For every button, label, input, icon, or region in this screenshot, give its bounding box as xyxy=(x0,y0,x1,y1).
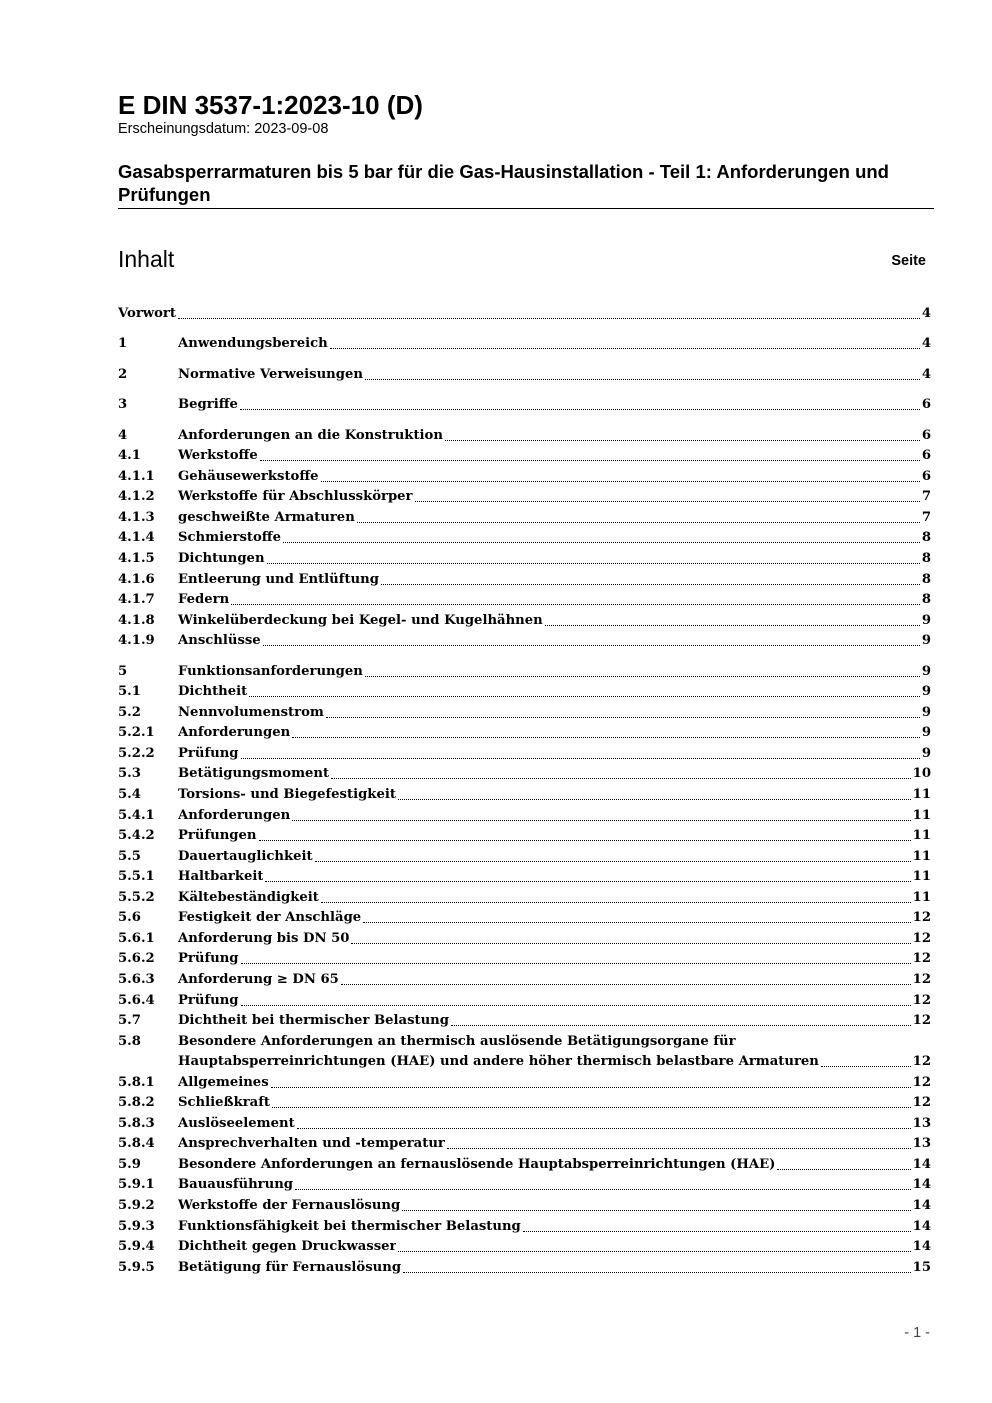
toc-entry-page: 12 xyxy=(912,971,931,987)
toc-entry-number: 4.1.3 xyxy=(118,509,155,525)
toc-entry-number: 4.1.1 xyxy=(118,468,155,484)
toc-entry-title: Dauertauglichkeit xyxy=(178,848,313,864)
toc-entry-page: 15 xyxy=(912,1259,931,1275)
toc-entry-page: 12 xyxy=(912,992,931,1008)
toc-entry[interactable] xyxy=(118,302,931,323)
toc-entry-page: 6 xyxy=(921,448,931,464)
toc-leader-dots xyxy=(241,758,920,759)
toc-entry-title: Anwendungsbereich xyxy=(178,336,328,352)
toc-entry-title: Dichtheit gegen Druckwasser xyxy=(178,1239,397,1255)
toc-entry[interactable] xyxy=(118,1256,931,1277)
toc-leader-dots xyxy=(265,881,910,882)
toc-leader-dots xyxy=(178,318,920,319)
toc-entry-page: 9 xyxy=(921,663,931,679)
toc-entry-number: 5.9.5 xyxy=(118,1259,155,1275)
toc-entry-title: Dichtheit xyxy=(178,684,248,700)
toc-entry-page: 14 xyxy=(912,1197,931,1213)
toc-entry-number: 5.1 xyxy=(118,684,141,700)
toc-entry-page: 11 xyxy=(912,828,931,844)
toc-entry[interactable] xyxy=(118,701,931,722)
toc-entry-page: 4 xyxy=(921,366,931,382)
toc-entry[interactable] xyxy=(118,825,931,846)
toc-entry-number: 5.2 xyxy=(118,704,141,720)
toc-entry-number: 5.9.4 xyxy=(118,1239,155,1255)
toc-leader-dots xyxy=(249,696,920,697)
toc-leader-dots xyxy=(330,348,920,349)
toc-leader-dots xyxy=(321,902,911,903)
toc-leader-dots xyxy=(297,1128,911,1129)
toc-entry-title: Betätigungsmoment xyxy=(178,766,330,782)
toc-entry-page: 12 xyxy=(912,1095,931,1111)
toc-entry-page: 11 xyxy=(912,807,931,823)
toc-entry[interactable] xyxy=(118,589,931,610)
toc-entry-title: Allgemeines xyxy=(178,1074,269,1090)
page-number: - 1 - xyxy=(904,1325,930,1341)
toc-leader-dots xyxy=(363,922,910,923)
toc-entry[interactable] xyxy=(118,547,931,568)
toc-entry-page: 11 xyxy=(912,869,931,885)
toc-entry-number: 5.8.2 xyxy=(118,1095,155,1111)
toc-leader-dots xyxy=(357,522,920,523)
toc-leader-dots xyxy=(545,625,920,626)
toc-entry[interactable] xyxy=(118,445,931,466)
toc-entry-number: 3 xyxy=(118,397,128,413)
toc-entry[interactable] xyxy=(118,506,931,527)
toc-entry-page: 6 xyxy=(921,427,931,443)
toc-entry[interactable] xyxy=(118,1174,931,1195)
toc-entry-page: 9 xyxy=(921,612,931,628)
toc-leader-dots xyxy=(267,563,920,564)
toc-entry-title: Funktionsfähigkeit bei thermischer Belastung xyxy=(178,1218,521,1234)
toc-entry-title: Anforderungen xyxy=(178,725,291,741)
toc-entry[interactable] xyxy=(118,1194,931,1215)
toc-leader-dots xyxy=(283,542,920,543)
toc-entry-title: Winkelüberdeckung bei Kegel- und Kugelhähnen xyxy=(178,612,543,628)
toc-entry-title: Entleerung und Entlüftung xyxy=(178,571,379,587)
toc-leader-dots xyxy=(447,1148,911,1149)
toc-entry[interactable] xyxy=(118,424,931,445)
toc-entry-title: Besondere Anforderungen an thermisch auslösende Betätigungsorgane für xyxy=(178,1033,736,1049)
toc-entry-title: Anforderungen xyxy=(178,807,291,823)
toc-entry-number: 5.8.4 xyxy=(118,1136,155,1152)
toc-entry[interactable] xyxy=(118,1030,931,1071)
toc-entry-number: 5.5.2 xyxy=(118,889,155,905)
toc-entry-page: 10 xyxy=(912,766,931,782)
toc-entry-page: 4 xyxy=(921,305,931,321)
toc-entry-number: 5.4.1 xyxy=(118,807,155,823)
toc-entry-title: Prüfung xyxy=(178,745,239,761)
toc-entry-page: 9 xyxy=(921,633,931,649)
toc-entry-page: 6 xyxy=(921,468,931,484)
toc-leader-dots xyxy=(402,1210,910,1211)
toc-leader-dots xyxy=(398,1251,910,1252)
toc-leader-dots xyxy=(241,963,911,964)
toc-leader-dots xyxy=(777,1169,910,1170)
toc-leader-dots xyxy=(231,604,920,605)
toc-leader-dots xyxy=(331,778,911,779)
document-id: E DIN 3537-1:2023-10 (D) xyxy=(118,90,423,120)
toc-entry-number: 5.9.2 xyxy=(118,1197,155,1213)
toc-leader-dots xyxy=(295,1189,911,1190)
toc-entry-page: 13 xyxy=(912,1136,931,1152)
toc-entry[interactable] xyxy=(118,1236,931,1257)
toc-entry-page: 12 xyxy=(912,1054,931,1070)
toc-entry-page: 8 xyxy=(921,592,931,608)
toc-entry-page: 6 xyxy=(921,397,931,413)
document-header xyxy=(118,90,934,209)
toc-entry[interactable] xyxy=(118,568,931,589)
toc-leader-dots xyxy=(365,379,920,380)
toc-entry-page: 13 xyxy=(912,1115,931,1131)
toc-entry-title: Besondere Anforderungen an fernauslösende Hauptabsperreinrichtungen (HAE) xyxy=(178,1156,776,1172)
toc-entry-number: 1 xyxy=(118,336,128,352)
toc-entry-number: 5.6 xyxy=(118,910,141,926)
toc-leader-dots xyxy=(523,1231,911,1232)
toc-leader-dots xyxy=(321,481,920,482)
toc-leader-dots xyxy=(351,943,910,944)
toc-entry-page: 7 xyxy=(921,489,931,505)
toc-entry-title: Werkstoffe xyxy=(178,448,258,464)
toc-entry-number: 4.1.5 xyxy=(118,551,155,567)
toc-entry[interactable] xyxy=(118,394,931,415)
toc-entry[interactable] xyxy=(118,527,931,548)
toc-entry[interactable] xyxy=(118,866,931,887)
toc-entry-title: Anforderungen an die Konstruktion xyxy=(178,427,443,443)
toc-entry-title: Anforderung bis DN 50 xyxy=(178,930,350,946)
toc-entry-title: Ansprechverhalten und -temperatur xyxy=(178,1136,445,1152)
toc-entry-page: 9 xyxy=(921,745,931,761)
toc-entry-number: 5.8 xyxy=(118,1033,141,1049)
toc-leader-dots xyxy=(271,1087,911,1088)
toc-entry-page: 8 xyxy=(921,530,931,546)
toc-entry-title: Funktionsanforderungen xyxy=(178,663,363,679)
toc-entry[interactable] xyxy=(118,742,931,763)
toc-entry-title: Betätigung für Fernauslösung xyxy=(178,1259,402,1275)
toc-entry[interactable] xyxy=(118,886,931,907)
toc-entry-page: 14 xyxy=(912,1177,931,1193)
toc-entry[interactable] xyxy=(118,989,931,1010)
toc-entry-title: Auslöseelement xyxy=(178,1115,295,1131)
toc-entry[interactable] xyxy=(118,1010,931,1031)
toc-entry-number: 5.6.4 xyxy=(118,992,155,1008)
toc-entry-title: Torsions- und Biegefestigkeit xyxy=(178,787,396,803)
toc-entry-title: Haltbarkeit xyxy=(178,869,264,885)
toc-entry-page: 14 xyxy=(912,1239,931,1255)
toc-entry-number: 5.2.2 xyxy=(118,745,155,761)
toc-leader-dots xyxy=(259,840,911,841)
toc-entry-title: Prüfung xyxy=(178,992,239,1008)
toc-entry[interactable] xyxy=(118,1092,931,1113)
toc-entry-page: 12 xyxy=(912,910,931,926)
toc-entry-number: 5.4.2 xyxy=(118,828,155,844)
toc-entry-title: Vorwort xyxy=(118,305,176,321)
toc-entry-page: 12 xyxy=(912,1074,931,1090)
toc-entry-title: Werkstoffe der Fernauslösung xyxy=(178,1197,401,1213)
toc-entry[interactable] xyxy=(118,630,931,651)
toc-entry-number: 5.3 xyxy=(118,766,141,782)
toc-entry[interactable] xyxy=(118,1071,931,1092)
toc-entry[interactable] xyxy=(118,927,931,948)
toc-leader-dots xyxy=(415,501,920,502)
toc-entry[interactable] xyxy=(118,845,931,866)
toc-entry[interactable] xyxy=(118,609,931,630)
toc-entry-title: Anschlüsse xyxy=(178,633,261,649)
toc-entry-title: Prüfungen xyxy=(178,828,257,844)
toc-entry-number: 5.6.1 xyxy=(118,930,155,946)
toc-entry-page: 9 xyxy=(921,684,931,700)
toc-leader-dots xyxy=(241,1005,911,1006)
toc-entry[interactable] xyxy=(118,722,931,743)
toc-entry-title: Normative Verweisungen xyxy=(178,366,363,382)
toc-entry-title: Federn xyxy=(178,592,230,608)
toc-entry-number: 4.1.9 xyxy=(118,633,155,649)
toc-entry[interactable] xyxy=(118,681,931,702)
toc-leader-dots xyxy=(272,1107,911,1108)
toc-entry-page: 12 xyxy=(912,930,931,946)
toc-entry-number: 5.2.1 xyxy=(118,725,155,741)
toc-entry-title: Kältebeständigkeit xyxy=(178,889,319,905)
toc-entry-title: Festigkeit der Anschläge xyxy=(178,910,362,926)
toc-entry-number: 5.7 xyxy=(118,1013,141,1029)
toc-entry-page: 14 xyxy=(912,1218,931,1234)
toc-header xyxy=(118,244,926,276)
toc-entry-title: Anforderung ≥ DN 65 xyxy=(178,971,339,987)
toc-entry-number: 4.1.7 xyxy=(118,592,155,608)
document-title: Gasabsperrarmaturen bis 5 bar für die Gas-Hausinstallation - Teil 1: Anforderungen und Prüfungen xyxy=(118,160,934,209)
toc-entry[interactable] xyxy=(118,763,931,784)
toc-entry-number: 5 xyxy=(118,663,128,679)
toc-leader-dots xyxy=(398,799,911,800)
toc-leader-dots xyxy=(381,584,920,585)
toc-entry-title: Gehäusewerkstoffe xyxy=(178,468,319,484)
toc-heading: Inhalt xyxy=(118,246,175,272)
toc-entry-title: Nennvolumenstrom xyxy=(178,704,324,720)
toc-leader-dots xyxy=(451,1025,911,1026)
toc-leader-dots xyxy=(365,676,920,677)
toc-entry[interactable] xyxy=(118,1153,931,1174)
toc-entry-number: 5.4 xyxy=(118,787,141,803)
toc-entry[interactable] xyxy=(118,804,931,825)
toc-page-label: Seite xyxy=(891,253,926,269)
toc-entry-title: Begriffe xyxy=(178,397,238,413)
toc-entry[interactable] xyxy=(118,1112,931,1133)
toc-entry-number: 4.1.6 xyxy=(118,571,155,587)
toc-entry-page: 11 xyxy=(912,787,931,803)
toc-entry[interactable] xyxy=(118,363,931,384)
toc-entry-number: 5.9 xyxy=(118,1156,141,1172)
toc-entry[interactable] xyxy=(118,660,931,681)
toc-entry-page: 9 xyxy=(921,725,931,741)
toc-entry-number: 4.1.2 xyxy=(118,489,155,505)
toc-entry-number: 5.8.1 xyxy=(118,1074,155,1090)
toc-entry-number: 5.8.3 xyxy=(118,1115,155,1131)
toc-entry[interactable] xyxy=(118,1215,931,1236)
toc-entry-page: 11 xyxy=(912,889,931,905)
toc-entry[interactable] xyxy=(118,783,931,804)
toc-entry-page: 9 xyxy=(921,704,931,720)
toc-entry-page: 12 xyxy=(912,1013,931,1029)
toc-entry-page: 11 xyxy=(912,848,931,864)
toc-entry[interactable] xyxy=(118,333,931,354)
table-of-contents xyxy=(118,302,931,1277)
toc-leader-dots xyxy=(341,984,911,985)
toc-entry[interactable] xyxy=(118,486,931,507)
toc-entry-number: 5.5 xyxy=(118,848,141,864)
toc-entry-page: 8 xyxy=(921,551,931,567)
toc-entry-title: Dichtungen xyxy=(178,551,265,567)
toc-entry-page: 4 xyxy=(921,336,931,352)
toc-entry[interactable] xyxy=(118,465,931,486)
toc-entry-page: 8 xyxy=(921,571,931,587)
toc-entry-number: 5.9.1 xyxy=(118,1177,155,1193)
publication-date: Erscheinungsdatum: 2023-09-08 xyxy=(118,121,329,137)
toc-entry-page: 7 xyxy=(921,509,931,525)
toc-entry-title: Schließkraft xyxy=(178,1095,270,1111)
toc-entry-number: 4.1.4 xyxy=(118,530,155,546)
toc-entry-number: 4.1 xyxy=(118,448,141,464)
toc-leader-dots xyxy=(260,460,920,461)
toc-entry-title-continued: Hauptabsperreinrichtungen (HAE) und andere höher thermisch belastbare Armaturen xyxy=(178,1054,819,1070)
toc-leader-dots xyxy=(292,820,910,821)
toc-entry-number: 5.6.2 xyxy=(118,951,155,967)
toc-entry[interactable] xyxy=(118,968,931,989)
toc-entry-title: geschweißte Armaturen xyxy=(178,509,355,525)
toc-leader-dots xyxy=(263,645,920,646)
toc-entry-number: 5.5.1 xyxy=(118,869,155,885)
toc-leader-dots xyxy=(445,440,920,441)
toc-entry-number: 4 xyxy=(118,427,128,443)
toc-leader-dots xyxy=(315,861,911,862)
toc-entry[interactable] xyxy=(118,948,931,969)
toc-entry-title: Bauausführung xyxy=(178,1177,294,1193)
toc-entry-number: 4.1.8 xyxy=(118,612,155,628)
toc-entry[interactable] xyxy=(118,1133,931,1154)
toc-entry-title: Werkstoffe für Abschlusskörper xyxy=(178,489,413,505)
toc-entry-number: 2 xyxy=(118,366,128,382)
toc-entry[interactable] xyxy=(118,907,931,928)
toc-leader-dots xyxy=(326,717,920,718)
toc-entry-page: 14 xyxy=(912,1156,931,1172)
toc-entry-title: Dichtheit bei thermischer Belastung xyxy=(178,1013,449,1029)
toc-leader-dots xyxy=(240,409,920,410)
toc-entry-title: Prüfung xyxy=(178,951,239,967)
toc-leader-dots xyxy=(821,1066,911,1067)
toc-leader-dots xyxy=(403,1272,911,1273)
toc-entry-number: 5.9.3 xyxy=(118,1218,155,1234)
toc-entry-title: Schmierstoffe xyxy=(178,530,281,546)
toc-entry-number: 5.6.3 xyxy=(118,971,155,987)
toc-leader-dots xyxy=(292,737,920,738)
toc-entry-page: 12 xyxy=(912,951,931,967)
